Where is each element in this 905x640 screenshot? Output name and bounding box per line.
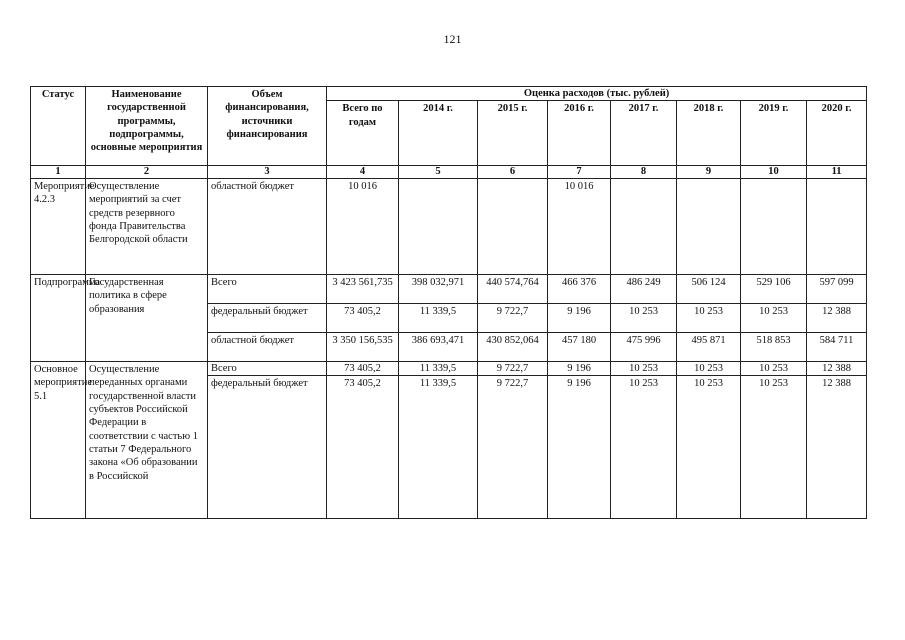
row-source: федеральный бюджет bbox=[208, 376, 327, 519]
value-cell: 486 249 bbox=[611, 275, 677, 304]
column-number: 2 bbox=[86, 166, 208, 179]
value-cell: 3 350 156,535 bbox=[327, 333, 399, 362]
column-number: 10 bbox=[741, 166, 807, 179]
table-row bbox=[31, 275, 867, 304]
table-row bbox=[31, 362, 867, 376]
value-cell: 11 339,5 bbox=[399, 304, 478, 333]
expenditure-table bbox=[30, 86, 867, 519]
row-status: Подпрограмма bbox=[31, 275, 86, 362]
value-cell: 529 106 bbox=[741, 275, 807, 304]
value-cell: 475 996 bbox=[611, 333, 677, 362]
value-cell: 506 124 bbox=[677, 275, 741, 304]
page-number: 121 bbox=[443, 32, 462, 46]
value-cell: 10 253 bbox=[741, 362, 807, 376]
column-number: 8 bbox=[611, 166, 677, 179]
value-cell bbox=[611, 179, 677, 275]
row-status: Основное мероприятие 5.1 bbox=[31, 362, 86, 519]
header-name: Наименование государственной программы, подпрограммы, основные мероприятия bbox=[86, 87, 208, 166]
value-cell: 584 711 bbox=[807, 333, 867, 362]
value-cell: 10 253 bbox=[611, 362, 677, 376]
value-cell: 3 423 561,735 bbox=[327, 275, 399, 304]
header-row-1 bbox=[31, 87, 867, 101]
header-volume: Объем финансирования, источники финансирования bbox=[208, 87, 327, 166]
row-source: федеральный бюджет bbox=[208, 304, 327, 333]
value-cell bbox=[741, 179, 807, 275]
value-cell: 430 852,064 bbox=[478, 333, 548, 362]
value-cell: 9 722,7 bbox=[478, 304, 548, 333]
value-cell: 10 253 bbox=[677, 362, 741, 376]
row-source: Всего bbox=[208, 362, 327, 376]
header-year: 2017 г. bbox=[611, 101, 677, 166]
header-year: 2016 г. bbox=[548, 101, 611, 166]
value-cell: 10 253 bbox=[741, 304, 807, 333]
column-number: 7 bbox=[548, 166, 611, 179]
value-cell: 466 376 bbox=[548, 275, 611, 304]
value-cell: 9 196 bbox=[548, 362, 611, 376]
value-cell: 518 853 bbox=[741, 333, 807, 362]
value-cell: 12 388 bbox=[807, 362, 867, 376]
value-cell: 9 196 bbox=[548, 304, 611, 333]
value-cell: 457 180 bbox=[548, 333, 611, 362]
header-status: Статус bbox=[31, 87, 86, 166]
header-estimate: Оценка расходов (тыс. рублей) bbox=[327, 87, 867, 101]
value-cell: 11 339,5 bbox=[399, 376, 478, 519]
value-cell bbox=[478, 179, 548, 275]
value-cell: 10 253 bbox=[611, 376, 677, 519]
table-row bbox=[31, 179, 867, 275]
value-cell: 495 871 bbox=[677, 333, 741, 362]
column-number: 3 bbox=[208, 166, 327, 179]
header-year: 2015 г. bbox=[478, 101, 548, 166]
value-cell: 597 099 bbox=[807, 275, 867, 304]
value-cell: 73 405,2 bbox=[327, 304, 399, 333]
column-number-row bbox=[31, 166, 867, 179]
value-cell: 386 693,471 bbox=[399, 333, 478, 362]
row-name: Государственная политика в сфере образования bbox=[86, 275, 208, 362]
value-cell: 10 253 bbox=[677, 376, 741, 519]
row-source: областной бюджет bbox=[208, 179, 327, 275]
header-year: 2018 г. bbox=[677, 101, 741, 166]
column-number: 1 bbox=[31, 166, 86, 179]
value-cell bbox=[399, 179, 478, 275]
value-cell: 12 388 bbox=[807, 376, 867, 519]
column-number: 11 bbox=[807, 166, 867, 179]
value-cell: 73 405,2 bbox=[327, 376, 399, 519]
column-number: 9 bbox=[677, 166, 741, 179]
column-number: 6 bbox=[478, 166, 548, 179]
value-cell: 73 405,2 bbox=[327, 362, 399, 376]
value-cell bbox=[677, 179, 741, 275]
value-cell bbox=[807, 179, 867, 275]
value-cell: 9 722,7 bbox=[478, 376, 548, 519]
value-cell: 12 388 bbox=[807, 304, 867, 333]
value-cell: 10 253 bbox=[741, 376, 807, 519]
value-cell: 10 253 bbox=[611, 304, 677, 333]
row-source: областной бюджет bbox=[208, 333, 327, 362]
header-year: 2014 г. bbox=[399, 101, 478, 166]
value-cell: 10 253 bbox=[677, 304, 741, 333]
value-cell: 9 196 bbox=[548, 376, 611, 519]
header-total: Всего по годам bbox=[327, 101, 399, 166]
column-number: 4 bbox=[327, 166, 399, 179]
row-name: Осуществление мероприятий за счет средств резервного фонда Правительства Белгородской области bbox=[86, 179, 208, 275]
value-cell: 440 574,764 bbox=[478, 275, 548, 304]
value-cell: 10 016 bbox=[548, 179, 611, 275]
row-status: Мероприятие 4.2.3 bbox=[31, 179, 86, 275]
header-year: 2019 г. bbox=[741, 101, 807, 166]
header-year: 2020 г. bbox=[807, 101, 867, 166]
value-cell: 9 722,7 bbox=[478, 362, 548, 376]
value-cell: 11 339,5 bbox=[399, 362, 478, 376]
column-number: 5 bbox=[399, 166, 478, 179]
value-cell: 10 016 bbox=[327, 179, 399, 275]
row-name: Осуществление переданных органами государственной власти субъектов Российской Федерации в соответствии с частью 1 статьи 7 Федерального закона «Об образовании в Российской bbox=[86, 362, 208, 519]
row-source: Всего bbox=[208, 275, 327, 304]
value-cell: 398 032,971 bbox=[399, 275, 478, 304]
